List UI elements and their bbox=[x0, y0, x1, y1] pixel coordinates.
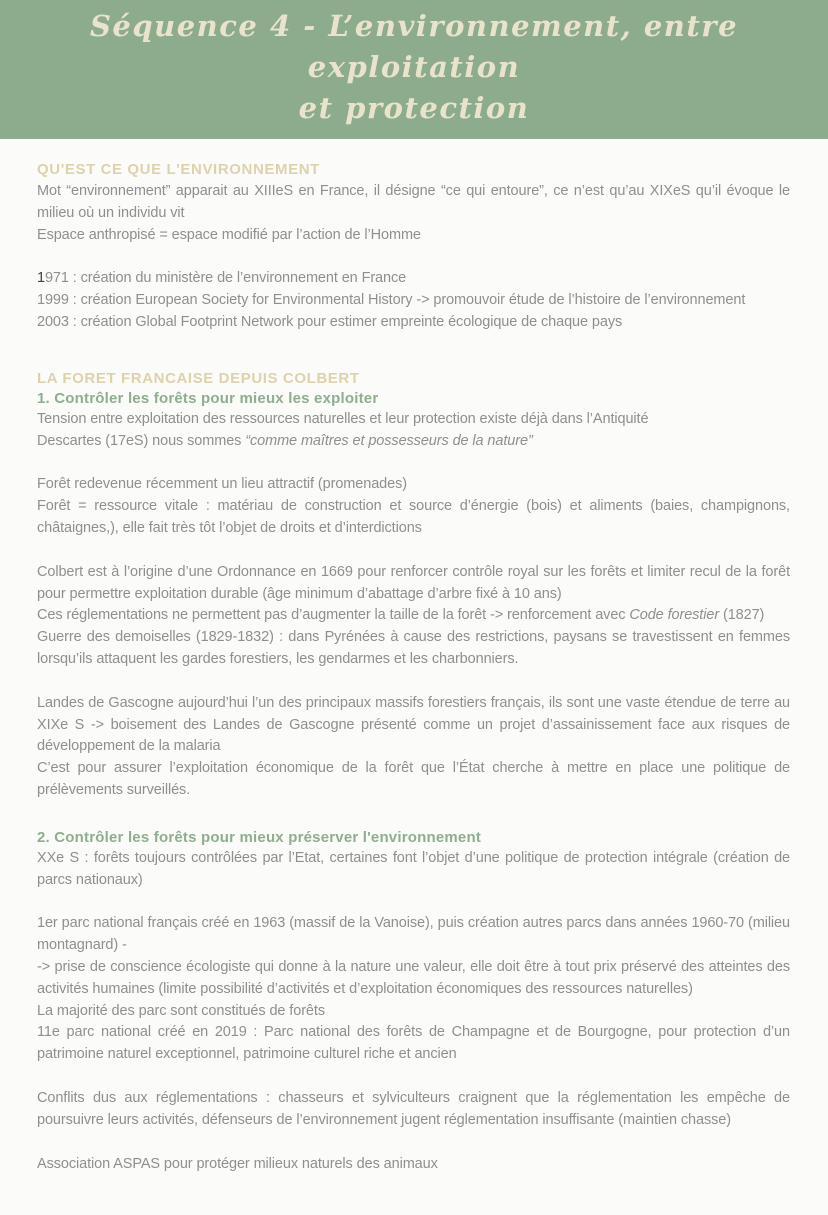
paragraph bbox=[37, 431, 790, 453]
subsection-title: 2. Contrôler les forêts pour mieux préserver l'environnement bbox=[37, 828, 482, 846]
paragraph bbox=[37, 627, 790, 671]
text-run: Code forestier bbox=[629, 607, 720, 624]
text-run: XXe S : forêts toujours contrôlées par l’Etat, certaines font l’objet d’une politique de protection intégrale (création de parcs nationaux) bbox=[37, 849, 790, 888]
text-run: La majorité des parc sont constitués de forêts bbox=[37, 1002, 325, 1019]
paragraph-block bbox=[37, 848, 790, 892]
paragraph bbox=[37, 848, 790, 892]
text-run: C’est pour assurer l’exploitation économique de la forêt que l’État cherche à mettre en place une politique de prélèvements surveillés. bbox=[37, 760, 790, 798]
paragraph-block bbox=[37, 268, 790, 333]
subsection bbox=[37, 829, 790, 1176]
text-run: Conflits dus aux réglementations : chasseurs et sylviculteurs craignent que la réglementation les empêche de poursuivre leurs activités, défenseurs de l’environnement jugent réglementation insuffisante (maintien chasse) bbox=[37, 1089, 790, 1128]
text-run: Tension entre exploitation des ressources naturelles et leur protection existe déjà dans l’Antiquité bbox=[37, 410, 649, 427]
text-run: Colbert est à l’origine d’une Ordonnance en 1669 pour renforcer contrôle royal sur les forêts et limiter recul de la forêt pour permettre exploitation durable (âge minimum d’abattage d’arbre fixé à 10 ans) bbox=[37, 563, 790, 602]
paragraph bbox=[37, 225, 790, 247]
paragraph bbox=[37, 1088, 790, 1132]
paragraph bbox=[37, 913, 790, 957]
paragraph bbox=[37, 312, 790, 334]
paragraph bbox=[37, 957, 790, 1001]
text-run: 971 : création du ministère de l’environnement en France bbox=[44, 270, 407, 287]
text-run: 1er parc national français créé en 1963 (massif de la Vanoise), puis création autres parcs dans années 1960-70 (milieu montagnard) - bbox=[37, 915, 790, 954]
section bbox=[37, 370, 790, 1176]
page-title-line1: Séquence 4 - L’environnement, entre exploitation bbox=[89, 9, 739, 84]
text-run: Forêt = ressource vitale : matériau de construction et source d’énergie (bois) et aliments (baies, champignons, châtaignes,), elle fait très tôt l’objet de droits et d’interdictions bbox=[37, 498, 790, 536]
text-run: Descartes (17eS) nous sommes bbox=[37, 432, 246, 449]
subsection bbox=[37, 181, 790, 334]
text-run: Guerre des demoiselles (1829-1832) : dans Pyrénées à cause des restrictions, paysans se travestissent en femmes lorsqu’ils attaquent les gardes forestiers, les gendarmes et les charbonniers. bbox=[37, 629, 790, 667]
paragraph bbox=[37, 496, 790, 540]
paragraph bbox=[37, 1154, 790, 1176]
paragraph-block bbox=[37, 1088, 790, 1132]
text-run: Espace anthropisé = espace modifié par l’action de l’Homme bbox=[37, 226, 421, 243]
subsection-title: 1. Contrôler les forêts pour mieux les exploiter bbox=[37, 389, 379, 407]
text-run: 2003 : création Global Footprint Network pour estimer empreinte écologique de chaque pays bbox=[37, 313, 623, 330]
subsection bbox=[37, 390, 790, 802]
paragraph-block bbox=[37, 409, 790, 453]
section-heading: LA FORET FRANCAISE DEPUIS COLBERT bbox=[37, 369, 360, 387]
paragraph bbox=[37, 693, 790, 758]
header-banner bbox=[0, 0, 828, 139]
document-body bbox=[0, 139, 828, 1215]
paragraph-block bbox=[37, 693, 790, 802]
text-run: -> prise de conscience écologiste qui donne à la nature une valeur, elle doit être à tout prix préservé des atteintes des activités humaines (limite possibilité d’activités et d’exploitation économiques des ressources naturelles) bbox=[37, 958, 790, 997]
text-run: Association ASPAS pour protéger milieux naturels des animaux bbox=[37, 1155, 438, 1172]
paragraph bbox=[37, 1022, 790, 1066]
paragraph bbox=[37, 758, 790, 802]
section-heading: QU'EST CE QUE L'ENVIRONNEMENT bbox=[37, 161, 320, 178]
text-run: Landes de Gascogne aujourd’hui l’un des principaux massifs forestiers français, ils sont une vaste étendue de terre au XIXe S -> boisement des Landes de Gascogne présenté comme un projet d’assainissement face aux risques de développement de la malaria bbox=[37, 694, 790, 755]
paragraph bbox=[37, 409, 790, 431]
paragraph bbox=[37, 181, 790, 225]
paragraph bbox=[37, 1001, 790, 1023]
paragraph bbox=[37, 290, 790, 312]
text-run: 11e parc national créé en 2019 : Parc national des forêts de Champagne et de Bourgogne, pour protection d’un patrimoine naturel exceptionnel, patrimoine culturel riche et ancien bbox=[37, 1024, 790, 1063]
paragraph-block bbox=[37, 913, 790, 1066]
paragraph-block bbox=[37, 1154, 790, 1176]
text-run: “comme maîtres et possesseurs de la nature” bbox=[245, 432, 533, 449]
paragraph bbox=[37, 474, 790, 496]
text-run: Ces réglementations ne permettent pas d’augmenter la taille de la forêt -> renforcement avec bbox=[37, 607, 630, 624]
paragraph-block bbox=[37, 474, 790, 539]
text-run: 1 bbox=[37, 270, 45, 287]
paragraph bbox=[37, 562, 790, 606]
paragraph bbox=[37, 605, 790, 627]
text-run: Mot “environnement” apparait au XIIIeS en France, il désigne “ce qui entoure”, ce n’est qu’au XIXeS qu’il évoque le milieu où un individu vit bbox=[37, 183, 790, 221]
section bbox=[37, 161, 790, 334]
text-run: 1999 : création European Society for Environmental History -> promouvoir étude de l’histoire de l’environnement bbox=[37, 292, 746, 309]
paragraph-block bbox=[37, 181, 790, 246]
text-run: Forêt redevenue récemment un lieu attractif (promenades) bbox=[37, 476, 407, 493]
paragraph bbox=[37, 268, 790, 290]
page-title-line2: et protection bbox=[298, 91, 530, 125]
paragraph-block bbox=[37, 562, 790, 671]
text-run: (1827) bbox=[719, 607, 765, 624]
